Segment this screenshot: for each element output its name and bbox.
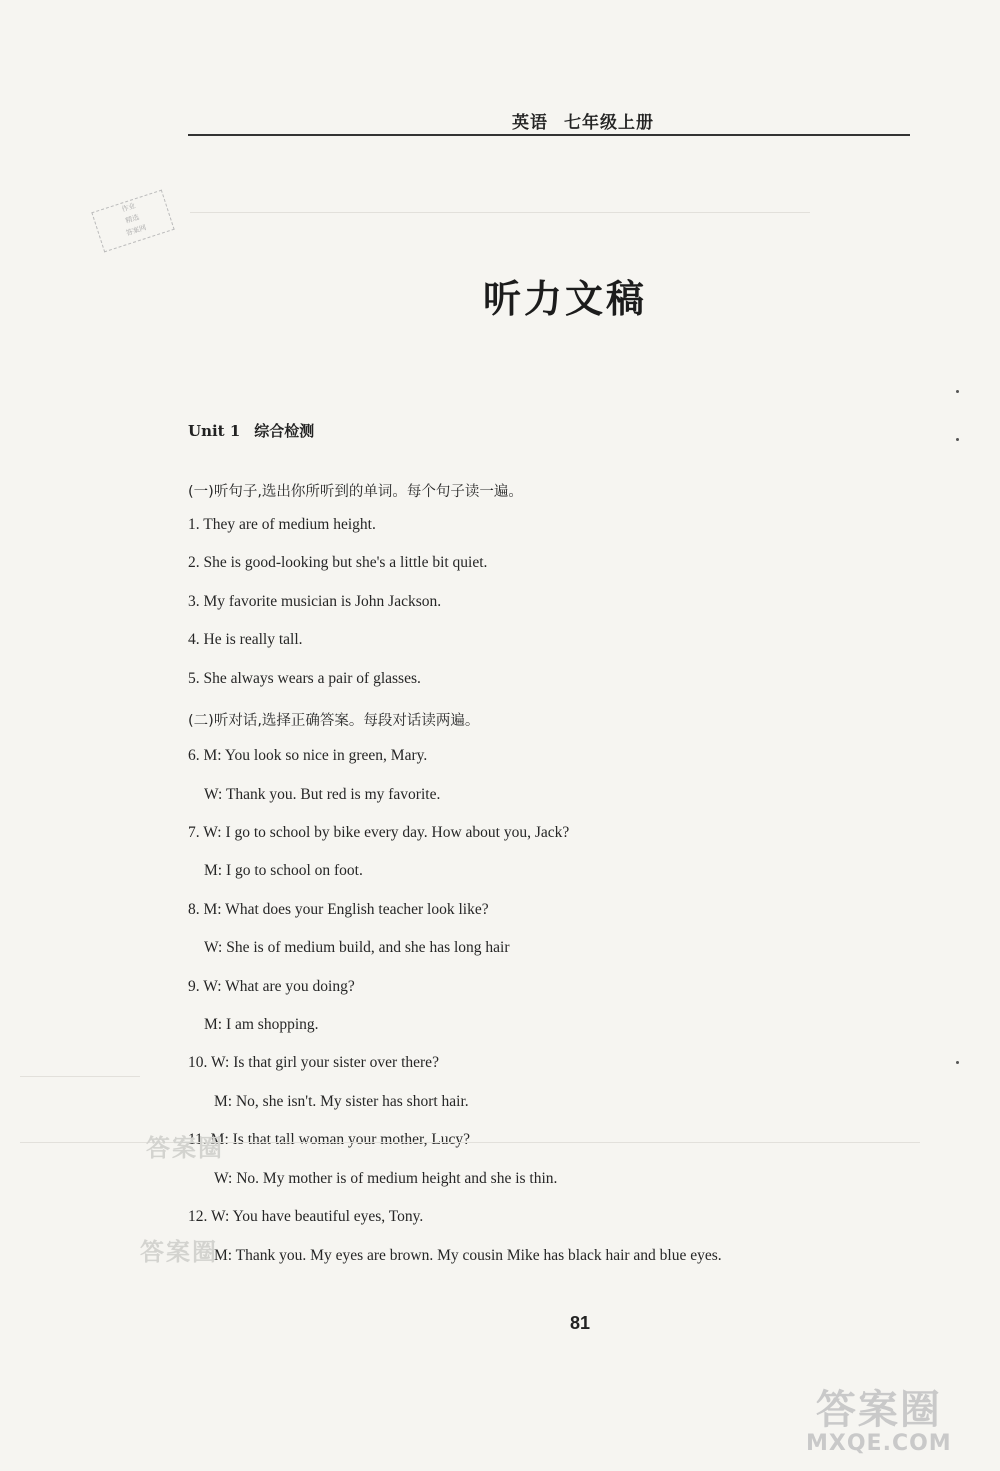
unit-label: 综合检测 xyxy=(254,422,315,440)
transcript-line: W: She is of medium build, and she has long hair xyxy=(204,939,510,956)
page-number: 81 xyxy=(569,1313,591,1333)
show-through-line xyxy=(190,212,810,213)
transcript-line: M: I am shopping. xyxy=(204,1016,319,1033)
header-grade: 七年级上册 xyxy=(564,113,654,133)
unit-name: Unit 1 xyxy=(188,422,241,440)
running-header xyxy=(512,108,654,133)
stamp-logo xyxy=(91,190,174,253)
transcript-line: W: No. My mother is of medium height and she is thin. xyxy=(214,1170,558,1187)
faded-watermark xyxy=(140,1232,218,1267)
faded-watermark xyxy=(146,1128,224,1163)
stamp-line: 精选 xyxy=(124,213,141,226)
transcript-line: 11. M: Is that tall woman your mother, Lucy? xyxy=(188,1131,471,1148)
faded-watermark-text: 答案圈 xyxy=(146,1134,224,1162)
watermark-url: MXQE.COM xyxy=(806,1431,952,1456)
transcript-line: 10. W: Is that girl your sister over there? xyxy=(188,1054,439,1071)
section-instruction: (一)听句子,选出你所听到的单词。每个句子读一遍。 xyxy=(188,484,523,500)
faded-watermark-text: 答案圈 xyxy=(140,1238,218,1266)
transcript-line: 12. W: You have beautiful eyes, Tony. xyxy=(188,1208,424,1225)
transcript-line: 4. He is really tall. xyxy=(188,631,303,648)
transcript-line: 9. W: What are you doing? xyxy=(188,978,355,995)
transcript-line: 7. W: I go to school by bike every day. How about you, Jack? xyxy=(188,824,570,841)
header-subject: 英语 xyxy=(512,113,548,133)
scan-speck xyxy=(956,438,959,441)
scan-speck xyxy=(956,390,959,393)
unit-heading xyxy=(188,420,314,441)
corner-watermark xyxy=(806,1378,952,1456)
scan-speck xyxy=(956,1061,959,1064)
stamp-line: 答案网 xyxy=(124,223,148,238)
transcript-line: 2. She is good-looking but she's a little bit quiet. xyxy=(188,554,488,571)
transcript-line: 8. M: What does your English teacher look like? xyxy=(188,901,489,918)
section-instruction: (二)听对话,选择正确答案。每段对话读两遍。 xyxy=(188,713,480,729)
page-title: 听力文稿 xyxy=(482,277,647,321)
transcript-line: M: I go to school on foot. xyxy=(204,862,363,879)
transcript-line: 6. M: You look so nice in green, Mary. xyxy=(188,747,428,764)
watermark-text: 答案圈 xyxy=(815,1387,942,1433)
stamp-line: 作业 xyxy=(120,201,137,214)
show-through-line xyxy=(20,1076,140,1077)
transcript-line: W: Thank you. But red is my favorite. xyxy=(204,786,441,803)
transcript-line: 1. They are of medium height. xyxy=(188,516,376,533)
transcript-line: M: No, she isn't. My sister has short hair. xyxy=(214,1093,469,1110)
transcript-line: M: Thank you. My eyes are brown. My cousin Mike has black hair and blue eyes. xyxy=(214,1247,722,1264)
header-rule xyxy=(188,134,910,136)
transcript-line: 5. She always wears a pair of glasses. xyxy=(188,670,421,687)
transcript-line: 3. My favorite musician is John Jackson. xyxy=(188,593,442,610)
